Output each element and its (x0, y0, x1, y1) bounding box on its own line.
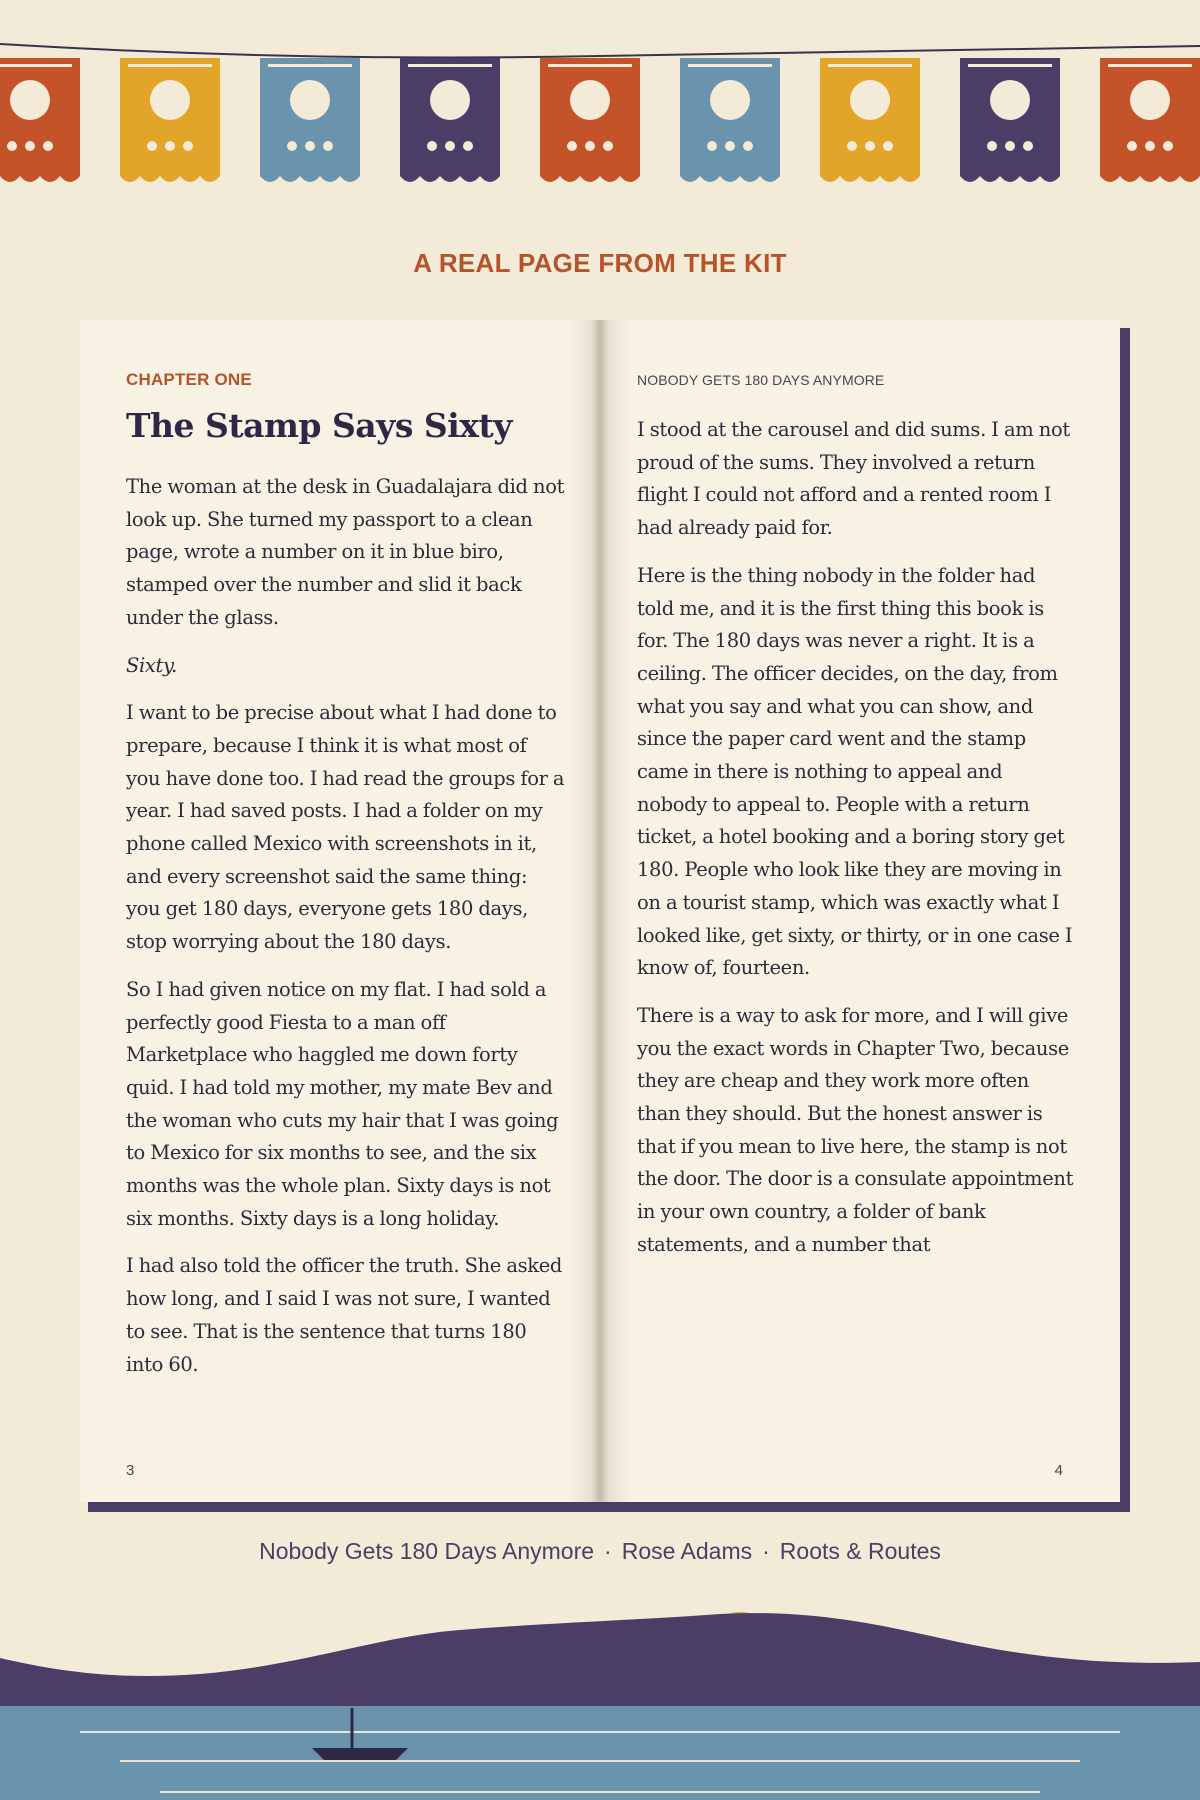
author-name: Rose Adams (621, 1538, 753, 1564)
separator: · (762, 1538, 770, 1564)
right-page (637, 320, 1077, 1502)
page-number: 4 (1054, 1462, 1063, 1479)
running-head: NOBODY GETS 180 DAYS ANYMORE (637, 372, 885, 388)
bunting-flag (680, 58, 780, 182)
page-number: 3 (126, 1462, 135, 1479)
bunting-flag (120, 58, 220, 182)
body-paragraph: There is a way to ask for more, and I will give you the exact words in Chapter Two, because they are cheap and they work more often than they should. But the honest answer is that if you mean to live here, the stamp is not the door. The door is a consulate appointment in your own country, a folder of bank statements, and a number that (637, 1003, 1074, 1256)
book-gutter (570, 320, 630, 1502)
lake-shape (0, 1706, 1200, 1800)
bunting-flag (0, 58, 80, 182)
body-paragraph: I stood at the carousel and did sums. I am not proud of the sums. They involved a return flight I could not afford and a rented room I had already paid for. (637, 418, 1070, 540)
bunting-flag (1100, 58, 1200, 182)
body-paragraph: So I had given notice on my flat. I had sold a perfectly good Fiesta to a man off Marketplace who haggled me down forty quid. I had told my mother, my mate Bev and the woman who cuts my hair that I was going to Mexico for six months to see, and the six months was the whole plan. Sixty days is not six months. Sixty days is a long holiday. (126, 977, 559, 1230)
bunting-flag (260, 58, 360, 182)
papel-picado-bunting (0, 0, 1200, 210)
hills-shape (0, 1613, 1200, 1710)
bunting-flag (400, 58, 500, 182)
body-paragraph-emphasis: Sixty. (126, 653, 177, 677)
publisher-name: Roots & Routes (779, 1538, 941, 1564)
chapter-title: The Stamp Says Sixty (126, 406, 512, 445)
book-title: Nobody Gets 180 Days Anymore (259, 1538, 595, 1564)
book-credit-line (0, 1538, 1200, 1565)
chapter-label: CHAPTER ONE (126, 370, 252, 389)
bunting-flag (960, 58, 1060, 182)
body-paragraph: Here is the thing nobody in the folder had told me, and it is the first thing this book is for. The 180 days was never a right. It is a ceiling. The officer decides, on the day, from what you say and what you can show, and since the paper card went and the stamp came in there is nothing to appeal and nobody to appeal to. People with a return ticket, a hotel booking and a boring story get 180. People who look like they are moving in on a tourist stamp, which was exactly what I looked like, get sixty, or thirty, or in one case I know of, fourteen. (637, 563, 1073, 980)
body-paragraph: The woman at the desk in Guadalajara did not look up. She turned my passport to a clean page, wrote a number on it in blue biro, stamped over the number and slid it back under the glass. (126, 475, 565, 629)
body-paragraph: I want to be precise about what I had done to prepare, because I think it is what most of you have done too. I had read the groups for a year. I had saved posts. I had a folder on my phone called Mexico with screenshots in it, and every screenshot said the same thing: you get 180 days, everyone gets 180 days, stop worrying about the 180 days. (126, 701, 565, 954)
bunting-flag (820, 58, 920, 182)
separator: · (604, 1538, 612, 1564)
section-kicker: A REAL PAGE FROM THE KIT (413, 248, 787, 278)
sunset-lake-illustration (0, 1600, 1200, 1800)
bunting-flag (540, 58, 640, 182)
body-paragraph: I had also told the officer the truth. She asked how long, and I said I was not sure, I wanted to see. That is the sentence that turns 180 into 60. (126, 1254, 563, 1376)
open-book-spread (80, 320, 1120, 1502)
left-page (126, 320, 566, 1502)
